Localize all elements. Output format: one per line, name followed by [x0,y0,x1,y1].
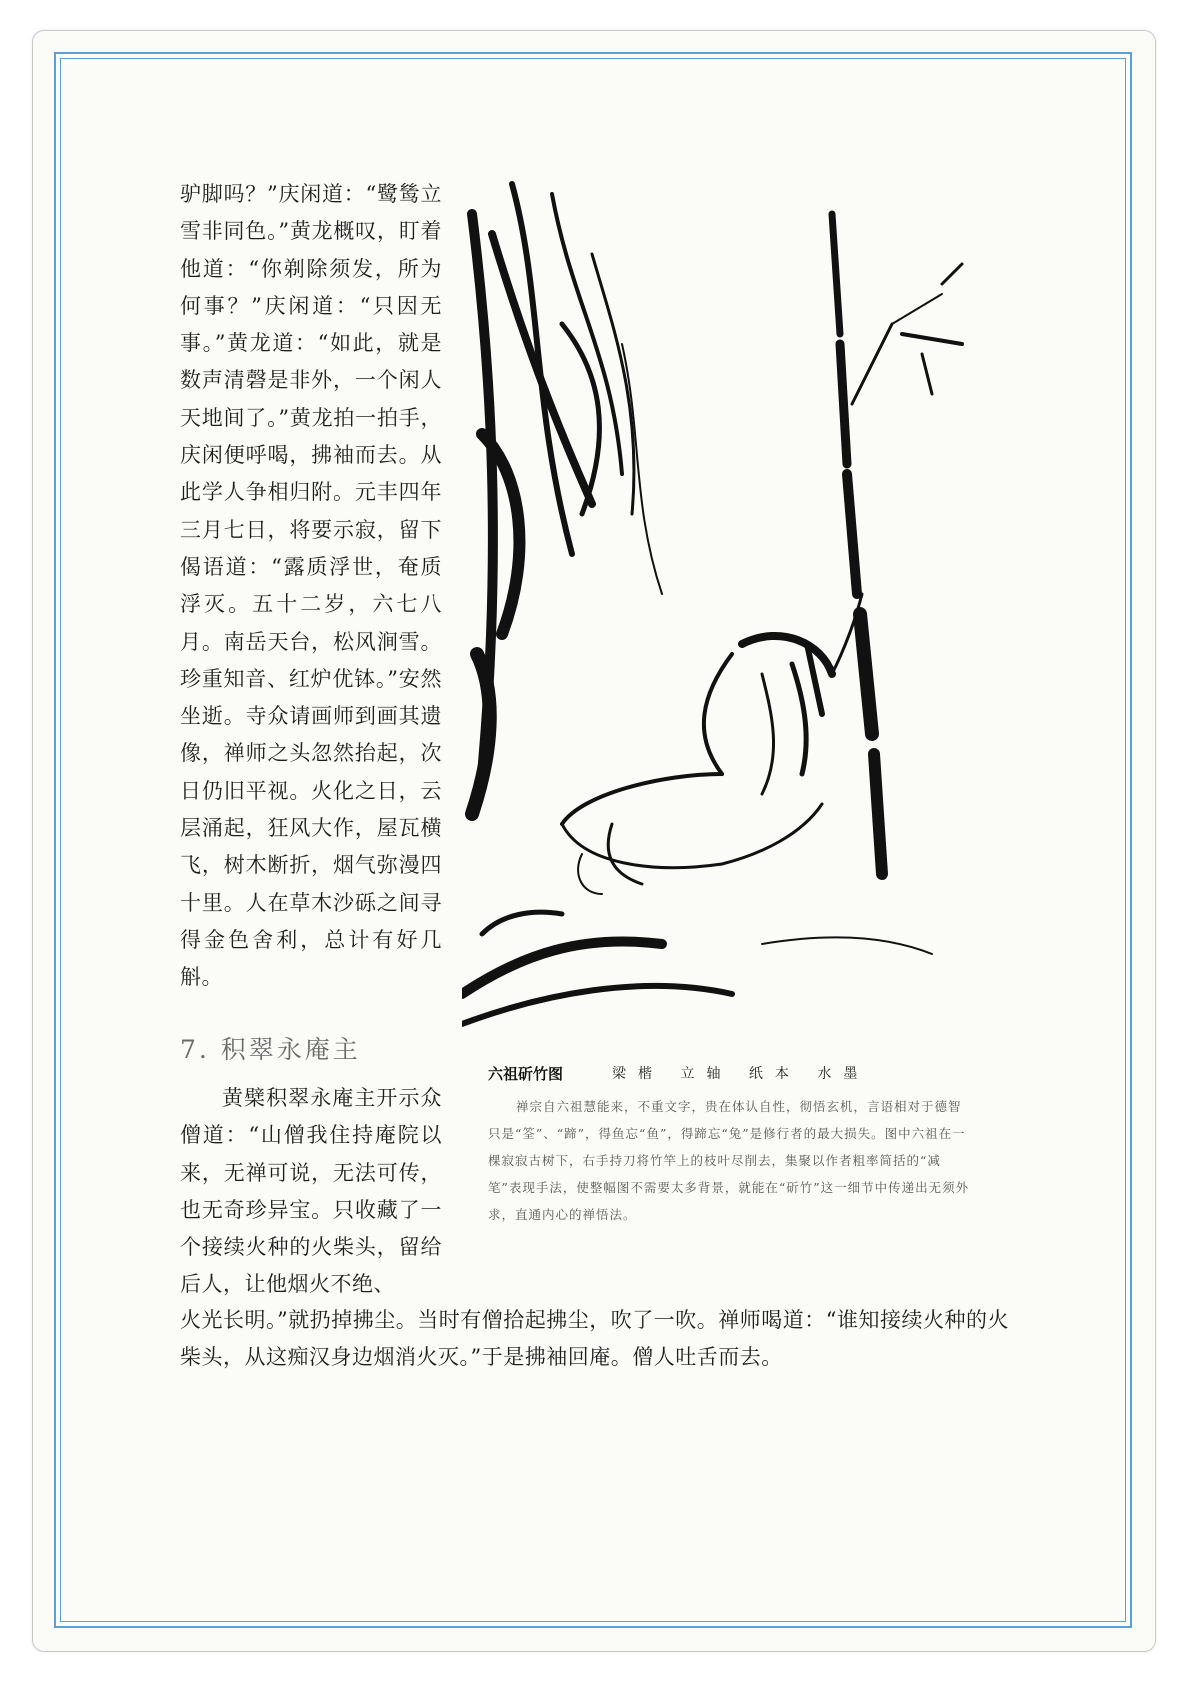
body-paragraph-column: 驴脚吗？”庆闲道：“鹭鸶立雪非同色。”黄龙概叹，盯着他道：“你剃除须发，所为何事？”庆闲道：“只因无事。”黄龙道：“如此，就是数声清磬是非外，一个闲人天地间了。”黄龙拍一拍手，庆闲便呼喝，拂袖而去。从此学人争相归附。元丰四年三月七日，将要示寂，留下偈语道：“露质浮世，奄质浮灭。五十二岁，六七八月。南岳天台，松风涧雪。珍重知音、红炉优钵。”安然坐逝。寺众请画师到画其遗像，禅师之头忽然抬起，次日仍旧平视。火化之日，云层涌起，狂风大作，屋瓦横飞，树木断折，烟气弥漫四十里。人在草木沙砾之间寻得金色舍利，总计有好几斛。 [180,182,442,990]
ink-painting-figure [462,174,1002,1042]
section-heading: 7. 积翠永庵主 [180,1035,361,1064]
section-paragraph-full: 火光长明。”就扔掉拂尘。当时有僧拾起拂尘，吹了一吹。禅师喝道：“谁知接续火种的火柴头，从这痴汉身边烟消火灭。”于是拂袖回庵。僧人吐舌而去。 [180,1308,1009,1370]
figure-meta: 梁楷 立轴 纸本 水墨 [612,1066,870,1082]
figure-caption: 禅宗自六祖慧能来，不重文字，贵在体认自性，彻悟玄机，言语相对于德智只是“筌”、“蹄”，得鱼忘“鱼”，得蹄忘“兔”是修行者的最大损失。图中六祖在一棵寂寂古树下，右手持刀将竹竿上的枝叶尽削去，集聚以作者粗率简括的“减笔”表现手法，使整幅图不需要太多背景，就能在“斫竹”这一细节中传递出无须外求，直通内心的禅悟法。 [488,1099,970,1222]
figure-title: 六祖斫竹图 [488,1065,564,1083]
section-paragraph-column: 黄檗积翠永庵主开示众僧道：“山僧我住持庵院以来，无禅可说，无法可传，也无奇珍异宝。只收藏了一个接续火种的火柴头，留给后人，让他烟火不绝、 [180,1086,442,1297]
